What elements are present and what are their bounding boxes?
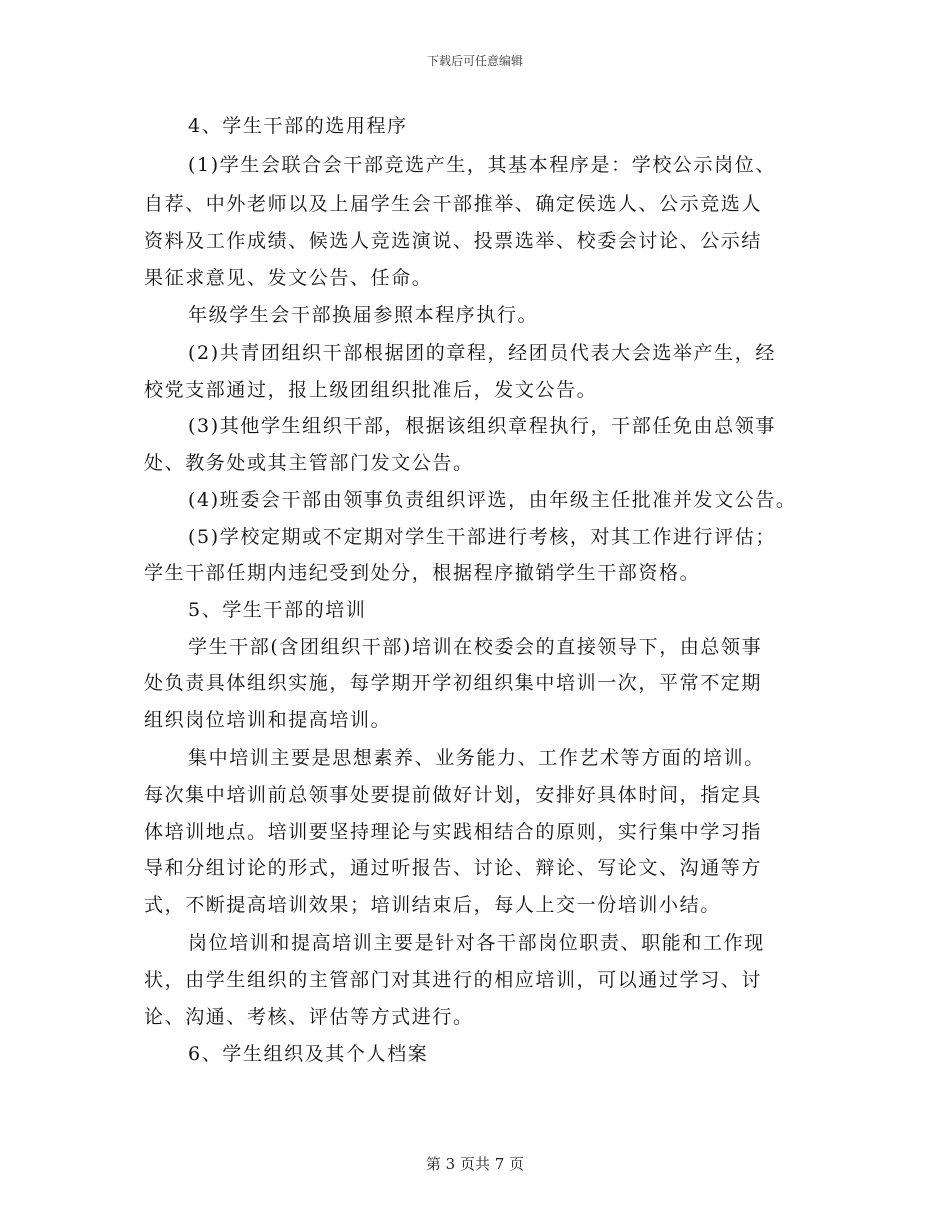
paragraph-line: 处、教务处或其主管部门发文公告。 — [144, 452, 474, 474]
paragraph-line: (1)学生会联合会干部竞选产生，其基本程序是：学校公示岗位、 — [188, 154, 776, 176]
paragraph-line: 组织岗位培训和提高培训。 — [144, 709, 392, 731]
paragraph-line: 式，不断提高培训效果；培训结束后，每人上交一份培训小结。 — [144, 894, 721, 916]
paragraph-line: (2)共青团组织干部根据团的章程，经团员代表大会选举产生，经 — [188, 342, 776, 364]
section-heading-4: 4、学生干部的选用程序 — [188, 115, 408, 137]
paragraph-line: (3)其他学生组织干部，根据该组织章程执行，干部任免由总领事 — [188, 415, 776, 437]
paragraph-line: 自荐、中外老师以及上届学生会干部推举、确定侯选人、公示竞选人 — [144, 193, 763, 215]
paragraph-line: 校党支部通过，报上级团组织批准后，发文公告。 — [144, 379, 598, 401]
paragraph-line: 资料及工作成绩、候选人竞选演说、投票选举、校委会讨论、公示结 — [144, 230, 763, 252]
paragraph-line: (5)学校定期或不定期对学生干部进行考核，对其工作进行评估； — [188, 526, 776, 548]
section-heading-6: 6、学生组织及其个人档案 — [188, 1043, 429, 1065]
paragraph-line: 学生干部任期内违纪受到处分，根据程序撤销学生干部资格。 — [144, 562, 701, 584]
paragraph-line: 集中培训主要是思想素养、业务能力、工作艺术等方面的培训。 — [188, 747, 765, 769]
paragraph-line: 体培训地点。培训要坚持理论与实践相结合的原则，实行集中学习指 — [144, 821, 763, 843]
page-header-note: 下载后可任意编辑 — [426, 54, 523, 68]
paragraph-line: 学生干部(含团组织干部)培训在校委会的直接领导下，由总领事 — [188, 636, 763, 658]
paragraph-line: 岗位培训和提高培训主要是针对各干部岗位职责、职能和工作现 — [188, 932, 765, 954]
paragraph-line: 状，由学生组织的主管部门对其进行的相应培训，可以通过学习、讨 — [144, 969, 763, 991]
page-number: 第 3 页共 7 页 — [425, 1155, 525, 1173]
paragraph-line: 年级学生会干部换届参照本程序执行。 — [188, 304, 539, 326]
paragraph-line: (4)班委会干部由领事负责组织评选，由年级主任批准并发文公告。 — [188, 489, 797, 511]
section-heading-5: 5、学生干部的培训 — [188, 599, 367, 621]
paragraph-line: 处负责具体组织实施，每学期开学初组织集中培训一次，平常不定期 — [144, 672, 763, 694]
paragraph-line: 论、沟通、考核、评估等方式进行。 — [144, 1006, 474, 1028]
paragraph-line: 每次集中培训前总领事处要提前做好计划，安排好具体时间，指定具 — [144, 784, 763, 806]
paragraph-line: 果征求意见、发文公告、任命。 — [144, 267, 433, 289]
paragraph-line: 导和分组讨论的形式，通过听报告、讨论、辩论、写论文、沟通等方 — [144, 857, 763, 879]
